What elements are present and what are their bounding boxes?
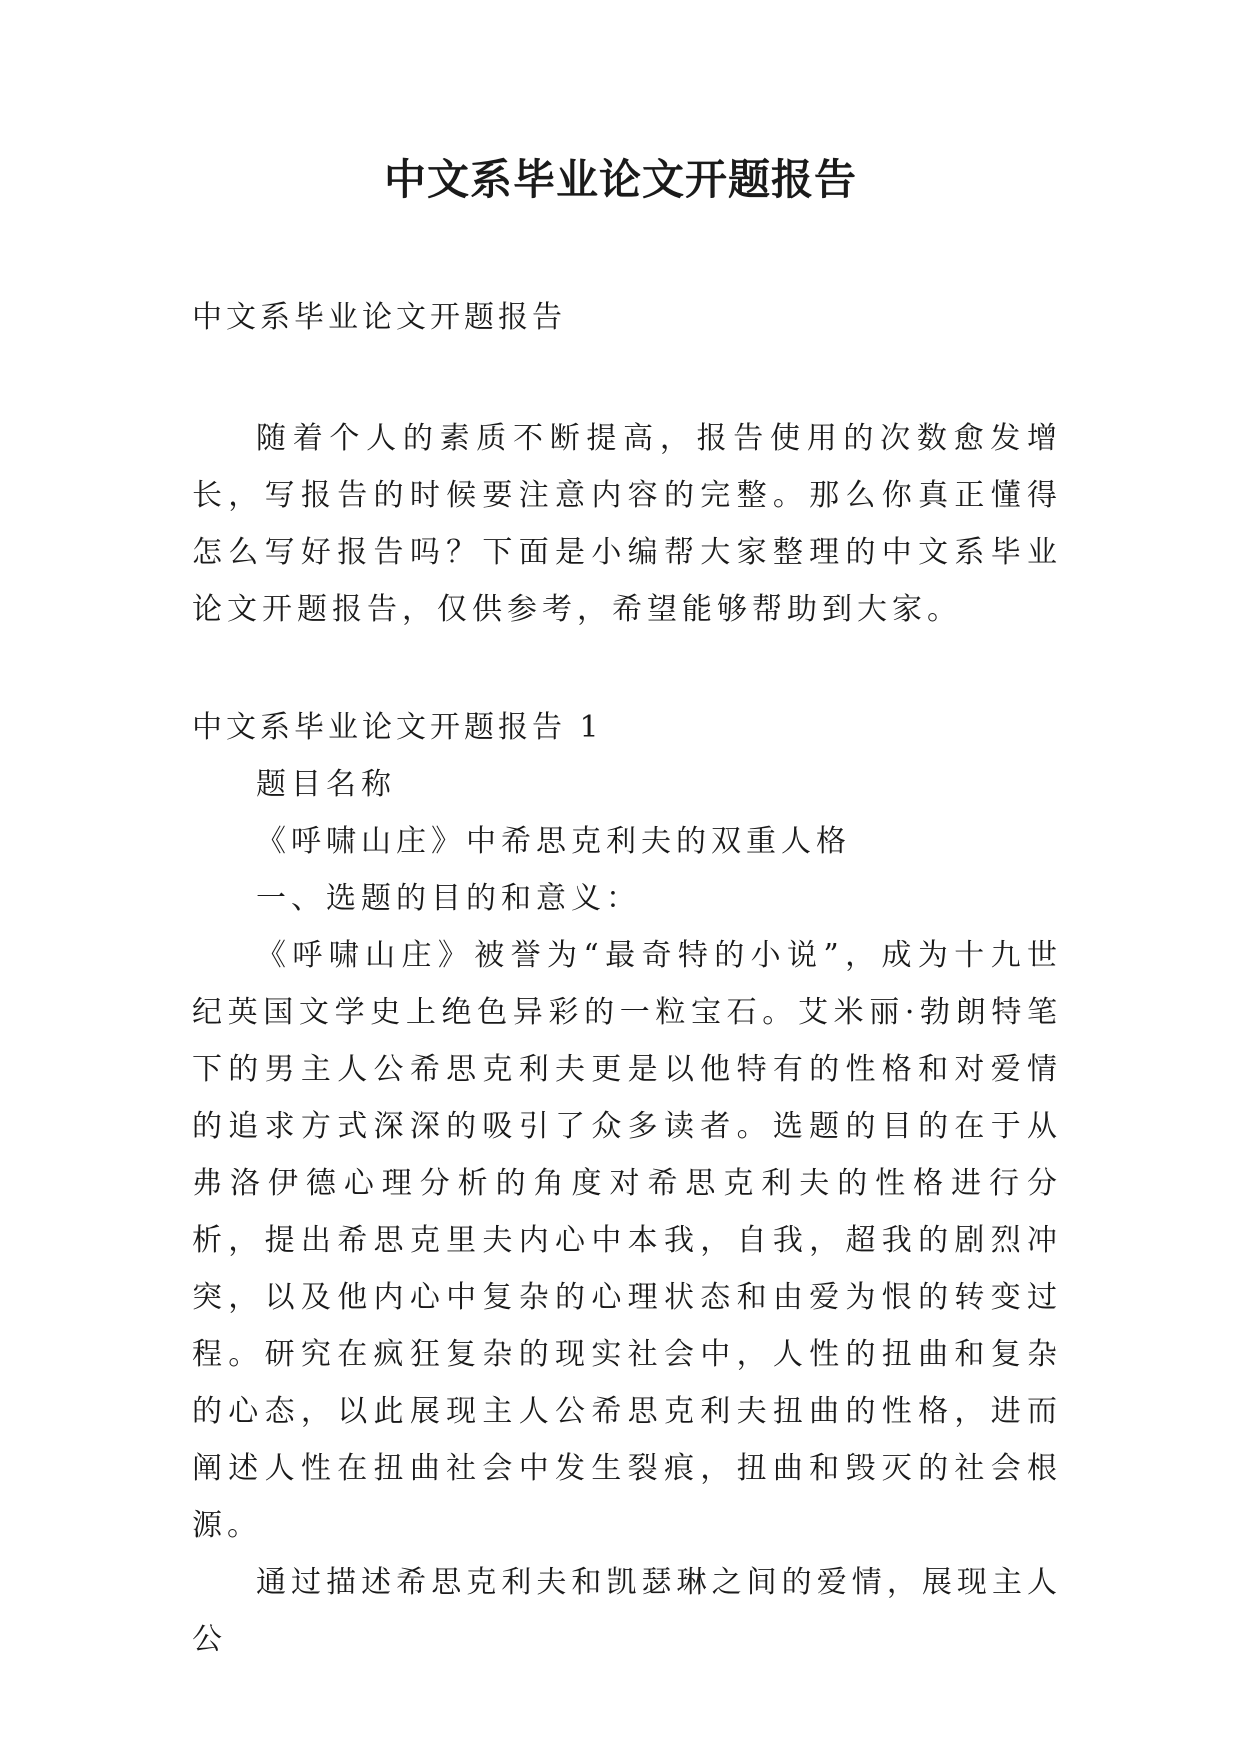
document-subtitle: 中文系毕业论文开题报告 [192, 300, 566, 335]
topic-label-paragraph: 题目名称 [256, 767, 396, 802]
intro-paragraph: 随着个人的素质不断提高，报告使用的次数愈发增长，写报告的时候要注意内容的完整。那么你真正懂得怎么写好报告吗？下面是小编帮大家整理的中文系毕业论文开题报告，仅供参考，希望能够帮助到大家。 [192, 421, 1062, 627]
purpose-heading-paragraph: 一、选题的目的和意义： [256, 881, 641, 916]
document-title: 中文系毕业论文开题报告 [383, 155, 857, 204]
section-heading: 中文系毕业论文开题报告 1 [192, 710, 603, 745]
purpose-body-paragraph: 《呼啸山庄》被誉为“最奇特的小说”，成为十九世纪英国文学史上绝色异彩的一粒宝石。艾米丽·勃朗特笔下的男主人公希思克利夫更是以他特有的性格和对爱情的追求方式深深的吸引了众多读者。选题的目的在于从弗洛伊德心理分析的角度对希思克利夫的性格进行分析，提出希思克里夫内心中本我，自我，超我的剧烈冲突，以及他内心中复杂的心理状态和由爱为恨的转变过程。研究在疯狂复杂的现实社会中，人性的扭曲和复杂的心态，以此展现主人公希思克利夫扭曲的性格，进而阐述人性在扭曲社会中发生裂痕，扭曲和毁灭的社会根源。 [192, 938, 1062, 1543]
continuation-paragraph: 通过描述希思克利夫和凯瑟琳之间的爱情，展现主人公 [192, 1565, 1062, 1657]
topic-name-paragraph: 《呼啸山庄》中希思克利夫的双重人格 [256, 824, 851, 859]
section-body [192, 756, 1062, 1668]
